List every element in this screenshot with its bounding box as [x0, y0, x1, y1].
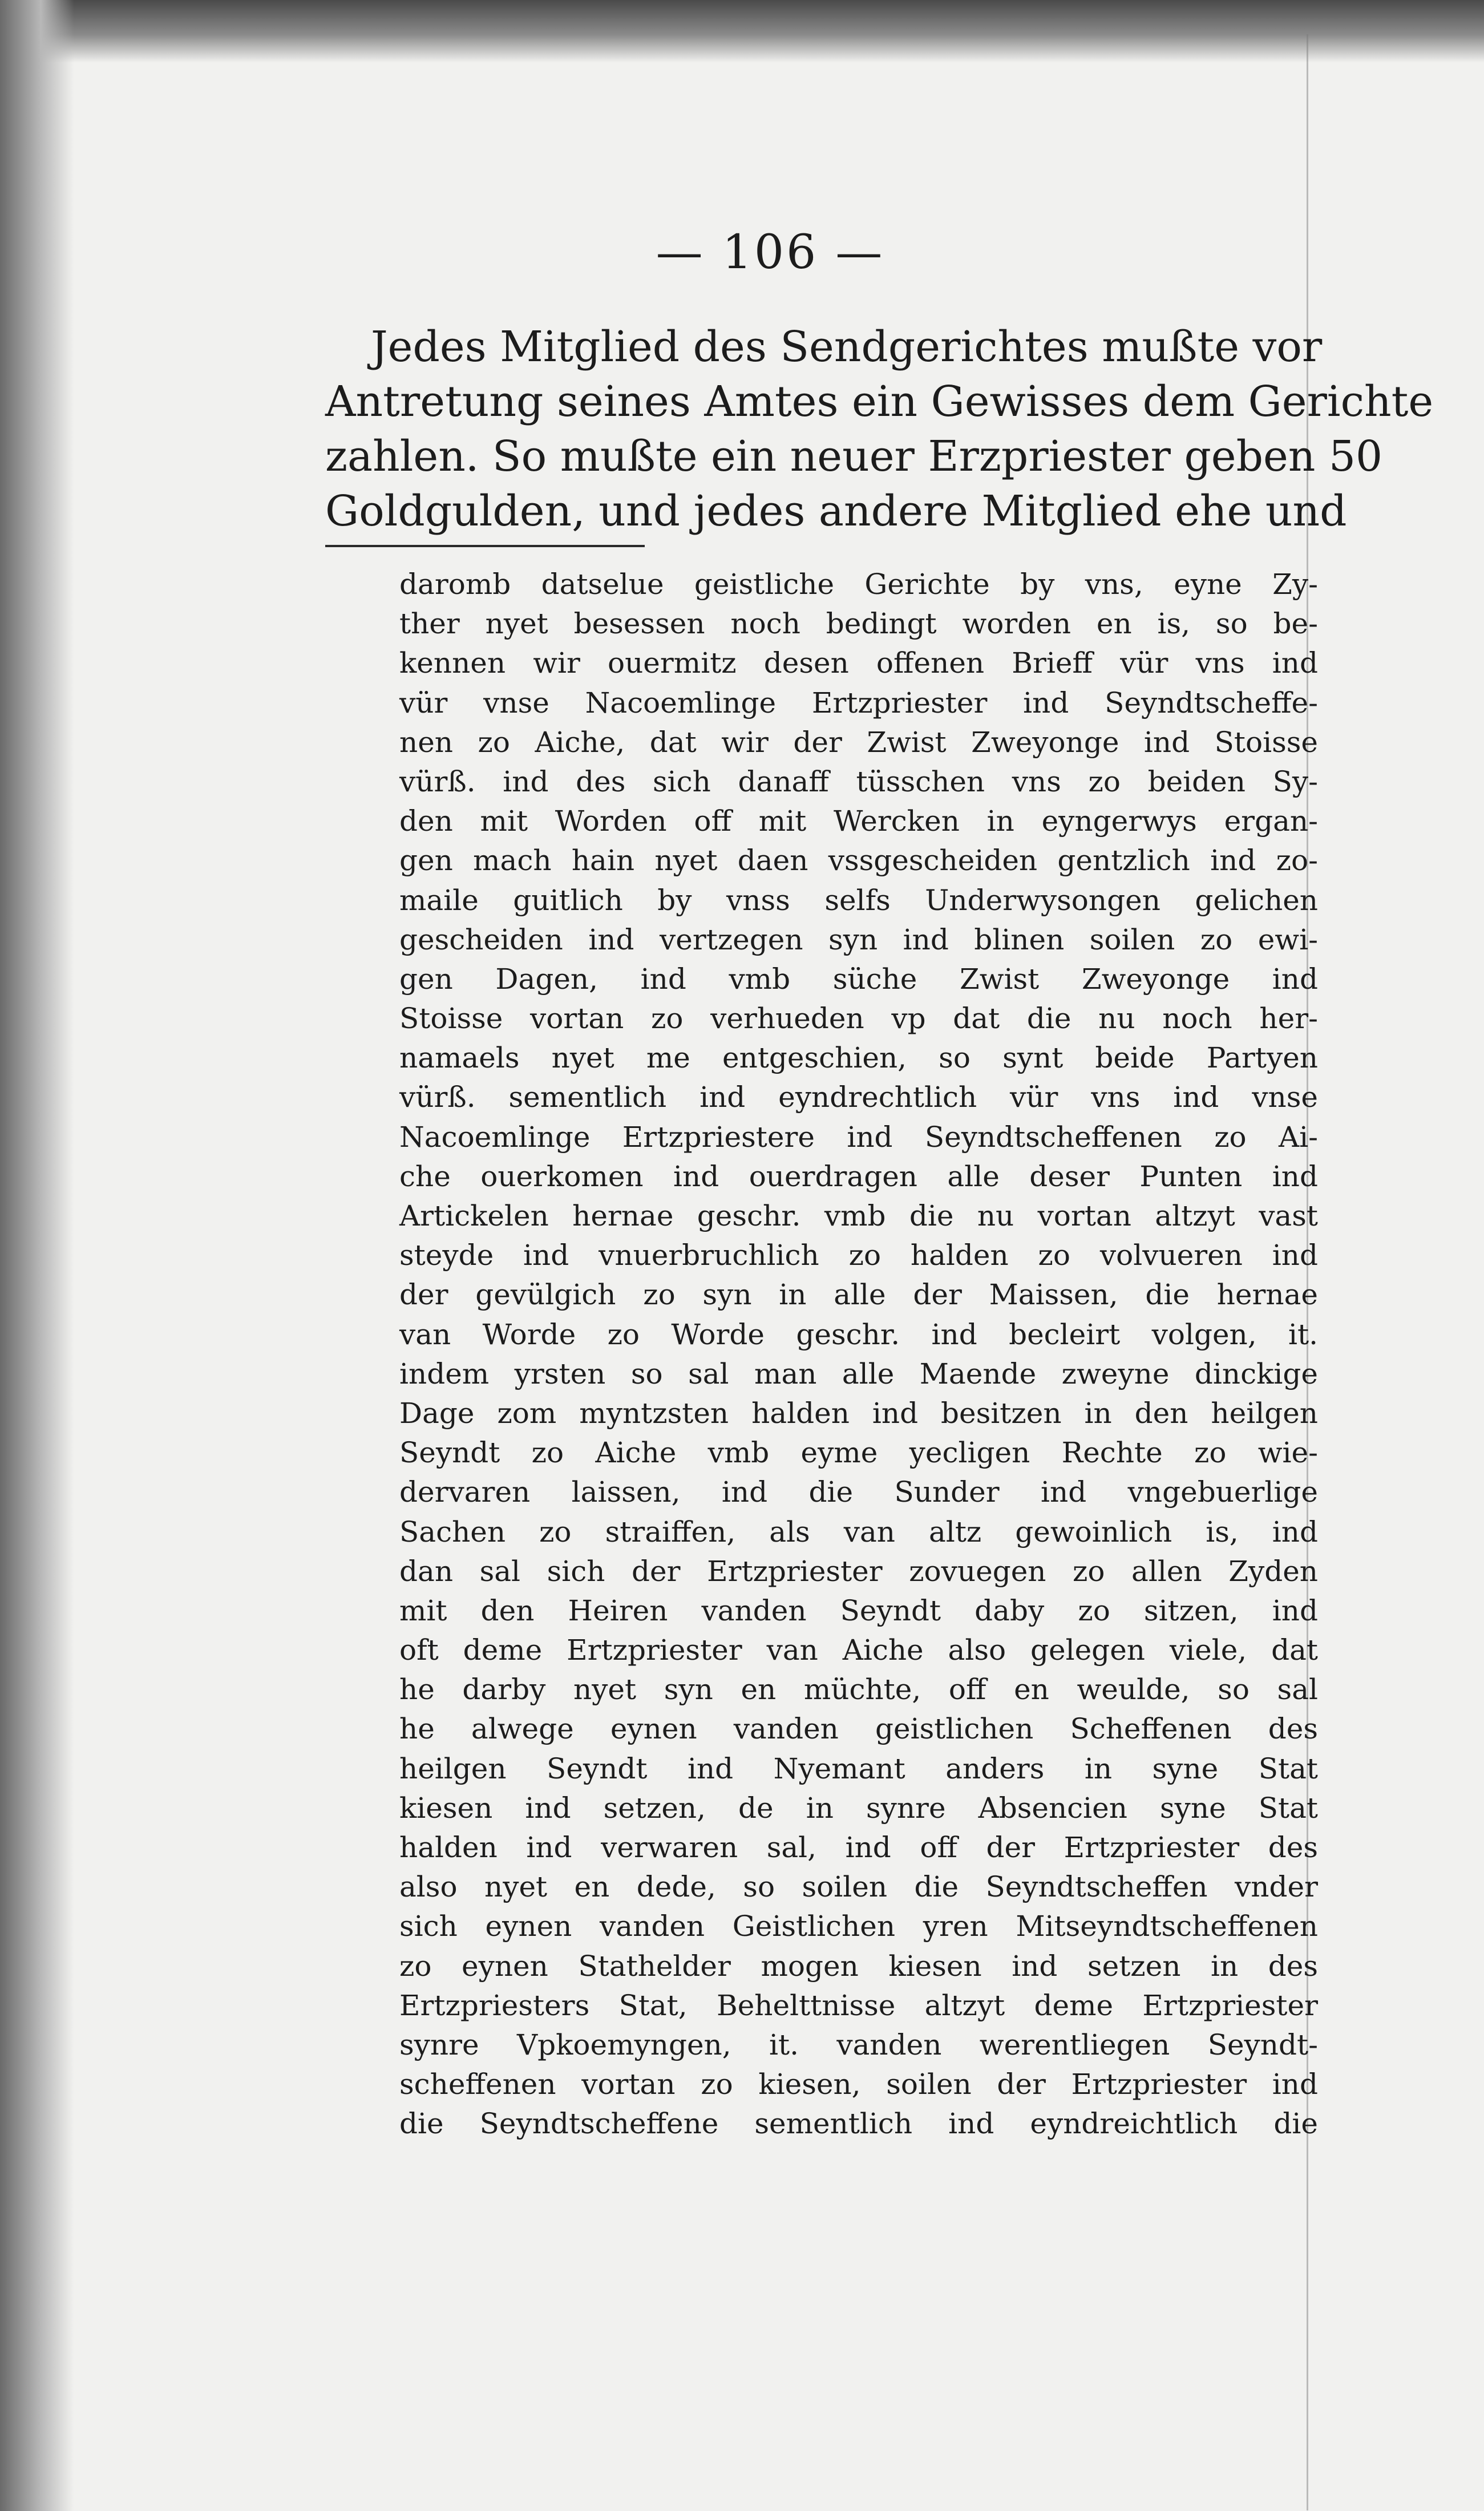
footnote-line: Stoisse vortan zo verhueden vp dat die nu noch her-: [399, 1002, 1318, 1036]
footnote-block: [399, 565, 1318, 2144]
footnote-line: gescheiden ind vertzegen syn ind blinen soilen zo ewi-: [399, 923, 1318, 956]
footnote-line: gen Dagen, ind vmb süche Zwist Zweyonge ind: [399, 962, 1318, 996]
scan-top-edge-shadow: [0, 0, 1484, 63]
footnote-line: dan sal sich der Ertzpriester zovuegen zo allen Zyden: [399, 1554, 1318, 1588]
page-number: — 106 —: [656, 225, 885, 280]
footnote-line: Artickelen hernae geschr. vmb die nu vortan altzyt vast: [399, 1199, 1318, 1232]
footnote-line: he darby nyet syn en müchte, off en weulde, so sal: [399, 1673, 1318, 1707]
main-text-line: Antretung seines Amtes ein Gewisses dem Gerichte: [325, 377, 1434, 426]
footnote-line: Seyndt zo Aiche vmb eyme yecligen Rechte zo wie-: [399, 1436, 1318, 1470]
footnote-line: gen mach hain nyet daen vssgescheiden gentzlich ind zo-: [399, 844, 1318, 878]
footnote-line: die Seyndtscheffene sementlich ind eyndreichtlich die: [399, 2107, 1318, 2141]
footnote-line: he alwege eynen vanden geistlichen Scheffenen des: [399, 1712, 1318, 1746]
footnote-line: synre Vpkoemyngen, it. vanden werentliegen Seyndt-: [399, 2028, 1318, 2061]
footnote-line: kiesen ind setzen, de in synre Absencien syne Stat: [399, 1791, 1318, 1825]
scan-left-edge-shadow: [0, 0, 74, 2511]
main-text-block: [325, 320, 1434, 539]
footnote-line: kennen wir ouermitz desen offenen Brieff vür vns ind: [399, 646, 1318, 680]
footnote-line: vürß. ind des sich danaff tüsschen vns zo beiden Sy-: [399, 765, 1318, 798]
main-text-line: zahlen. So mußte ein neuer Erzpriester geben 50: [325, 432, 1383, 481]
footnote-line: Ertzpriesters Stat, Behelttnisse altzyt deme Ertzpriester: [399, 1988, 1318, 2022]
footnote-line: Dage zom myntzsten halden ind besitzen in den heilgen: [399, 1396, 1318, 1430]
footnote-line: daromb datselue geistliche Gerichte by vns, eyne Zy-: [399, 568, 1318, 601]
footnote-line: che ouerkomen ind ouerdragen alle deser Punten ind: [399, 1159, 1318, 1193]
footnote-line: ther nyet besessen noch bedingt worden en is, so be-: [399, 607, 1318, 641]
footnote-separator: [325, 545, 645, 547]
footnote-line: zo eynen Stathelder mogen kiesen ind setzen in des: [399, 1949, 1318, 1983]
footnote-line: Sachen zo straiffen, als van altz gewoinlich is, ind: [399, 1515, 1318, 1548]
main-text-line: Goldgulden, und jedes andere Mitglied ehe und: [325, 487, 1347, 536]
footnote-line: van Worde zo Worde geschr. ind becleirt volgen, it.: [399, 1317, 1318, 1351]
footnote-line: oft deme Ertzpriester van Aiche also gelegen viele, dat: [399, 1633, 1318, 1667]
footnote-line: mit den Heiren vanden Seyndt daby zo sitzen, ind: [399, 1594, 1318, 1627]
main-text-line: Jedes Mitglied des Sendgerichtes mußte vor: [371, 322, 1323, 371]
footnote-line: also nyet en dede, so soilen die Seyndtscheffen vnder: [399, 1870, 1318, 1904]
footnote-line: maile guitlich by vnss selfs Underwysongen gelichen: [399, 883, 1318, 917]
footnote-line: vür vnse Nacoemlinge Ertzpriester ind Seyndtscheffe-: [399, 686, 1318, 719]
footnote-line: nen zo Aiche, dat wir der Zwist Zweyonge ind Stoisse: [399, 725, 1318, 759]
footnote-line: sich eynen vanden Geistlichen yren Mitseyndtscheffenen: [399, 1910, 1318, 1943]
footnote-line: namaels nyet me entgeschien, so synt beide Partyen: [399, 1041, 1318, 1075]
footnote-line: steyde ind vnuerbruchlich zo halden zo volvueren ind: [399, 1239, 1318, 1272]
footnote-line: scheffenen vortan zo kiesen, soilen der Ertzpriester ind: [399, 2068, 1318, 2101]
footnote-line: den mit Worden off mit Wercken in eyngerwys ergan-: [399, 804, 1318, 838]
footnote-line: dervaren laissen, ind die Sunder ind vngebuerlige: [399, 1475, 1318, 1509]
footnote-line: indem yrsten so sal man alle Maende zweyne dinckige: [399, 1357, 1318, 1390]
footnote-line: heilgen Seyndt ind Nyemant anders in syne Stat: [399, 1752, 1318, 1785]
footnote-line: halden ind verwaren sal, ind off der Ertzpriester des: [399, 1831, 1318, 1864]
footnote-line: vürß. sementlich ind eyndrechtlich vür vns ind vnse: [399, 1081, 1318, 1114]
footnote-line: der gevülgich zo syn in alle der Maissen, die hernae: [399, 1278, 1318, 1312]
footnote-line: Nacoemlinge Ertzpriestere ind Seyndtscheffenen zo Ai-: [399, 1120, 1318, 1154]
